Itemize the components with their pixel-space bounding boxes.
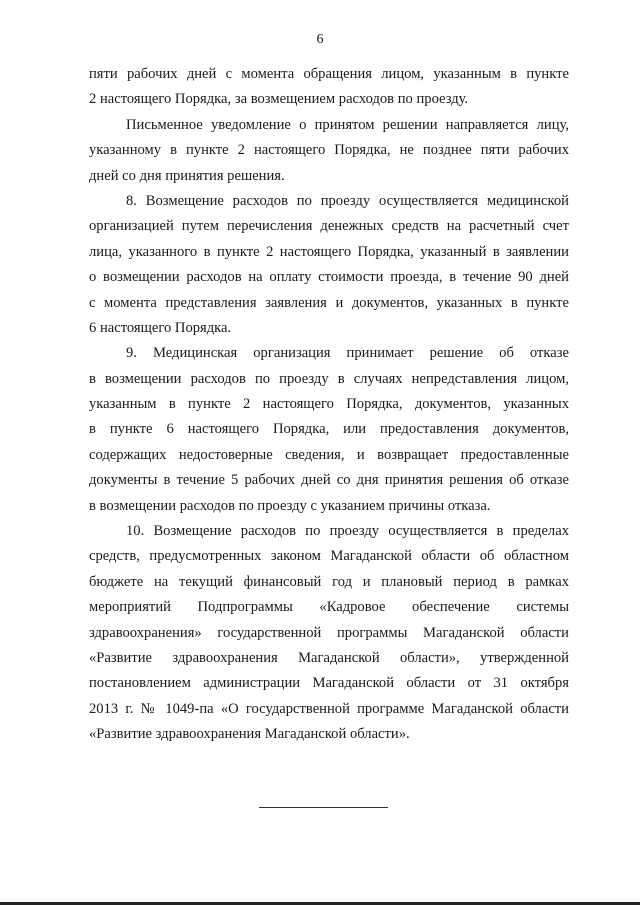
end-of-text-rule [259, 807, 388, 808]
text-line: о возмещении расходов на оплату стоимости проезда, в течение 90 дней [89, 269, 569, 286]
text-line: 2013 г. № 1049-па «О государственной программе Магаданской области [89, 700, 569, 717]
text-line: «Развитие здравоохранения Магаданской области». [89, 726, 410, 743]
text-line: «Развитие здравоохранения Магаданской области», утвержденной [89, 649, 569, 666]
text-line: в возмещении расходов по проезду с указанием причины отказа. [89, 497, 491, 514]
text-line: 8. Возмещение расходов по проезду осуществляется медицинской [126, 192, 569, 209]
text-line: в пункте 6 настоящего Порядка, или предоставления документов, [89, 421, 569, 438]
text-line: Письменное уведомление о принятом решении направляется лицу, [126, 116, 569, 133]
text-line: указанному в пункте 2 настоящего Порядка, не позднее пяти рабочих [89, 142, 569, 159]
text-line: организацией путем перечисления денежных средств на расчетный счет [89, 218, 569, 235]
text-line: 9. Медицинская организация принимает решение об отказе [126, 345, 569, 362]
text-line: мероприятий Подпрограммы «Кадровое обеспечение системы [89, 599, 569, 616]
text-line: постановлением администрации Магаданской области от 31 октября [89, 675, 569, 692]
text-line: пяти рабочих дней с момента обращения лицом, указанным в пункте [89, 66, 569, 82]
text-line: 10. Возмещение расходов по проезду осуществляется в пределах [126, 523, 569, 540]
text-line: бюджете на текущий финансовый год и плановый период в рамках [89, 573, 569, 590]
text-line: средств, предусмотренных законом Магаданской области об областном [89, 548, 569, 565]
text-line: лица, указанного в пункте 2 настоящего Порядка, указанный в заявлении [89, 243, 569, 260]
text-line: с момента представления заявления и документов, указанных в пункте [89, 294, 569, 311]
text-line: 6 настоящего Порядка. [89, 319, 232, 336]
text-line: 2 настоящего Порядка, за возмещением расходов по проезду. [89, 91, 469, 108]
page-number: 6 [316, 32, 324, 47]
text-line: здравоохранения» государственной программы Магаданской области [89, 624, 569, 641]
text-line: указанным в пункте 2 настоящего Порядка, документов, указанных [89, 396, 569, 413]
document-body [89, 64, 569, 750]
text-line: дней со дня принятия решения. [89, 167, 285, 184]
text-line: документы в течение 5 рабочих дней со дня принятия решения об отказе [89, 472, 569, 489]
text-line: в возмещении расходов по проезду в случаях непредставления лицом, [89, 370, 569, 387]
text-line: содержащих недостоверные сведения, и возвращает предоставленные [89, 446, 569, 463]
